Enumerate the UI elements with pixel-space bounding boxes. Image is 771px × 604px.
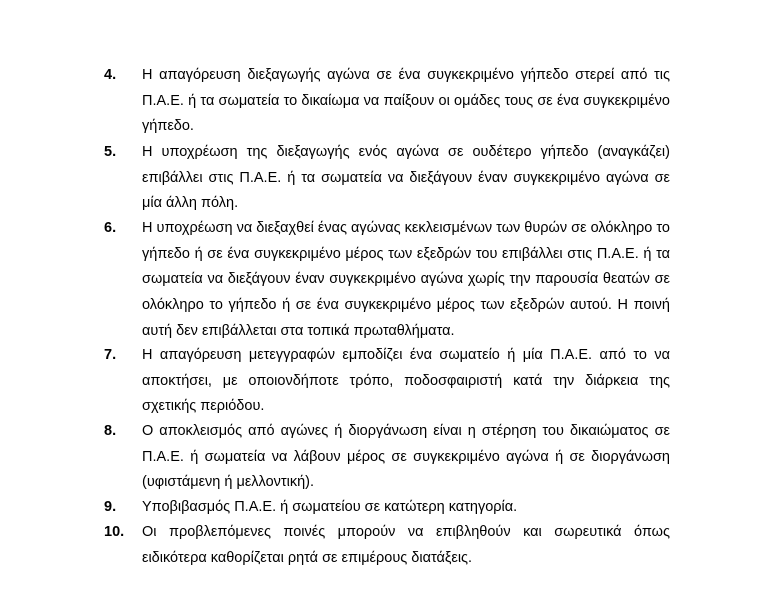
list-item xyxy=(104,520,670,571)
item-text: Η υποχρέωση της διεξαγωγής ενός αγώνα σε ουδέτερο γήπεδο (αναγκάζει) επιβάλλει στις Π.Α.Ε. ή τα σωματεία να διεξάγουν έναν συγκεκριμένο αγώνα σε μία άλλη πόλη. xyxy=(142,144,670,212)
list-item xyxy=(104,419,670,496)
list-item xyxy=(104,63,670,140)
item-number: 10. xyxy=(104,524,125,540)
item-number: 9. xyxy=(104,499,117,515)
item-text: Οι προβλεπόμενες ποινές μπορούν να επιβληθούν και σωρευτικά όπως ειδικότερα καθορίζεται ρητά σε επιμέρους διατάξεις. xyxy=(142,524,670,566)
item-text: Υποβιβασμός Π.Α.Ε. ή σωματείου σε κατώτερη κατηγορία. xyxy=(142,499,518,515)
item-number: 5. xyxy=(104,144,117,160)
item-text: Η απαγόρευση διεξαγωγής αγώνα σε ένα συγκεκριμένο γήπεδο στερεί από τις Π.Α.Ε. ή τα σωματεία το δικαίωμα να παίξουν οι ομάδες τους σε ένα συγκεκριμένο γήπεδο. xyxy=(142,67,670,135)
item-number: 6. xyxy=(104,220,117,236)
item-text: Η απαγόρευση μετεγγραφών εμποδίζει ένα σωματείο ή μία Π.Α.Ε. από το να αποκτήσει, με οποιονδήποτε τρόπο, ποδοσφαιριστή κατά την διάρκεια της σχετικής περιόδου. xyxy=(142,347,670,415)
list-item xyxy=(104,495,670,521)
list-item xyxy=(104,216,670,345)
list-item xyxy=(104,343,670,420)
item-number: 7. xyxy=(104,347,117,363)
item-text: Η υποχρέωση να διεξαχθεί ένας αγώνας κεκλεισμένων των θυρών σε ολόκληρο το γήπεδο ή σε ένα συγκεκριμένο μέρος των εξεδρών του επιβάλλει στις Π.Α.Ε. ή τα σωματεία να διεξάγουν έναν συγκεκριμένο αγώνα χωρίς την παρουσία θεατών σε ολόκληρο το γήπεδο ή σε ένα συγκεκριμένο μέρος των εξεδρών αυτού. Η ποινή αυτή δεν επιβάλλεται στα τοπικά πρωταθλήματα. xyxy=(142,220,670,339)
item-number: 4. xyxy=(104,67,117,83)
item-text: Ο αποκλεισμός από αγώνες ή διοργάνωση είναι η στέρηση του δικαιώματος σε Π.Α.Ε. ή σωματεία να λάβουν μέρος σε συγκεκριμένο αγώνα ή σε διοργάνωση (υφιστάμενη ή μελλοντική). xyxy=(142,423,670,491)
item-number: 8. xyxy=(104,423,117,439)
list-item xyxy=(104,140,670,217)
